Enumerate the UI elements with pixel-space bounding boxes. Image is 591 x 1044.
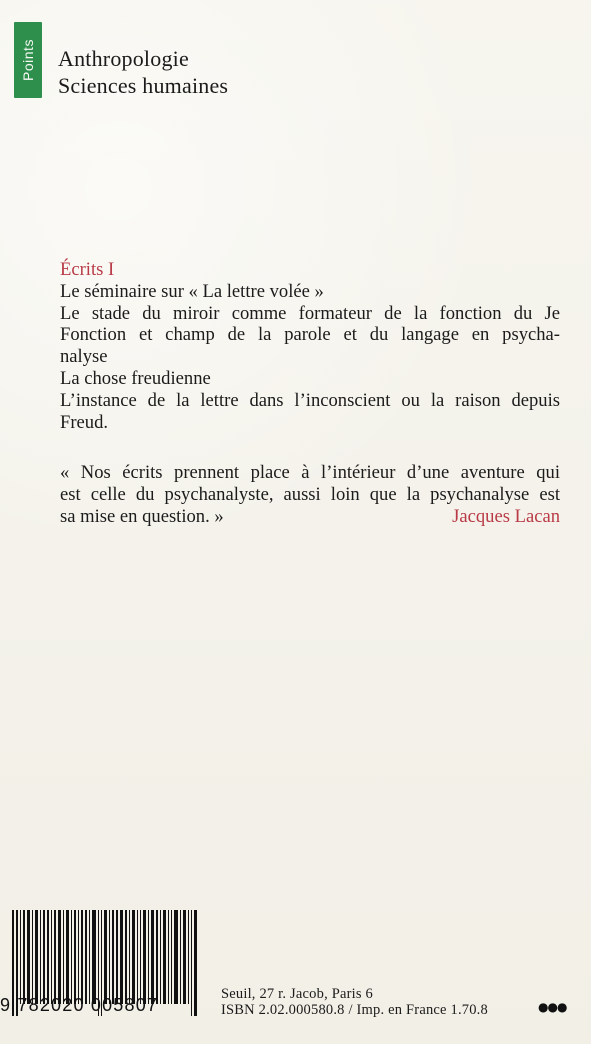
barcode-bar bbox=[120, 910, 123, 1004]
barcode-bar bbox=[54, 910, 55, 1004]
barcode-bar bbox=[168, 910, 169, 1004]
barcode-bar bbox=[129, 910, 130, 1004]
barcode-bar bbox=[183, 910, 185, 1004]
book-title: Écrits I bbox=[60, 259, 115, 280]
barcode-bar bbox=[156, 910, 157, 1004]
publisher-address: Seuil, 27 r. Jacob, Paris 6 bbox=[221, 986, 374, 1002]
contents-line: L’instance de la lettre dans l’inconscient ou la raison depuis bbox=[60, 389, 560, 411]
barcode-bar bbox=[171, 910, 172, 1004]
series-tab bbox=[14, 22, 42, 98]
barcode-bar bbox=[71, 910, 72, 1004]
three-dots-mark: ●●● bbox=[538, 1000, 567, 1014]
barcode-bar bbox=[20, 910, 21, 1004]
contents-line: La chose freudienne bbox=[60, 367, 211, 389]
contents-line: nalyse bbox=[60, 346, 108, 368]
barcode-bar bbox=[109, 910, 110, 1004]
barcode-bar bbox=[174, 910, 177, 1004]
barcode-bar bbox=[47, 910, 49, 1004]
barcode-bar bbox=[160, 910, 161, 1004]
collection-heading bbox=[58, 45, 228, 99]
barcode-bar bbox=[104, 910, 106, 1004]
contents-line: Fonction et champ de la parole et du langage en psycha- bbox=[60, 324, 560, 346]
barcode-bar bbox=[78, 910, 79, 1004]
barcode-bar bbox=[143, 910, 145, 1004]
barcode-bar bbox=[92, 910, 95, 1004]
barcode-bar bbox=[51, 910, 52, 1004]
isbn-printing-info: ISBN 2.02.000580.8 / Imp. en France 1.70.8 bbox=[221, 1002, 488, 1018]
lacan-quote bbox=[60, 462, 560, 528]
barcode-bar bbox=[27, 910, 30, 1004]
barcode-bar bbox=[125, 910, 126, 1004]
barcode-bars bbox=[12, 910, 202, 1006]
barcode-bar bbox=[112, 910, 113, 1004]
collection-line-anthropology: Anthropologie bbox=[58, 46, 189, 71]
barcode-bar bbox=[132, 910, 134, 1004]
barcode-bar bbox=[116, 910, 118, 1004]
barcode-bar bbox=[32, 910, 33, 1004]
isbn-barcode bbox=[0, 910, 220, 1028]
barcode-bar bbox=[151, 910, 154, 1004]
barcode-bar bbox=[40, 910, 41, 1004]
barcode-bar bbox=[148, 910, 149, 1004]
contents-line: Freud. bbox=[60, 411, 109, 433]
barcode-bar bbox=[81, 910, 83, 1004]
barcode-bar bbox=[63, 910, 64, 1004]
quote-line: est celle du psychanalyste, aussi loin que la psychanalyse est bbox=[60, 484, 560, 505]
barcode-bar bbox=[137, 910, 138, 1004]
contents-line: Le stade du miroir comme formateur de la fonction du Je bbox=[60, 302, 560, 324]
series-tab-label: Points bbox=[20, 39, 37, 81]
barcode-bar bbox=[43, 910, 44, 1004]
barcode-bar bbox=[66, 910, 68, 1004]
barcode-bar bbox=[58, 910, 61, 1004]
publisher-imprint bbox=[221, 986, 521, 1018]
contents-line: Le séminaire sur « La lettre volée » bbox=[60, 280, 324, 302]
barcode-number: 9 782020 005807 bbox=[0, 995, 159, 1015]
barcode-bar bbox=[140, 910, 141, 1004]
barcode-bar bbox=[188, 910, 189, 1004]
barcode-bar bbox=[23, 910, 24, 1004]
barcode-bar bbox=[180, 910, 181, 1004]
barcode-bar bbox=[35, 910, 37, 1004]
barcode-bar bbox=[163, 910, 165, 1004]
book-contents bbox=[60, 259, 560, 433]
collection-line-human-sciences: Sciences humaines bbox=[58, 73, 229, 98]
quote-last-line bbox=[60, 506, 560, 528]
barcode-bar bbox=[85, 910, 86, 1004]
quote-line: « Nos écrits prennent place à l’intérieur d’une aventure qui bbox=[60, 462, 560, 483]
barcode-bar bbox=[74, 910, 75, 1004]
quote-author: Jacques Lacan bbox=[452, 506, 560, 527]
barcode-bar bbox=[89, 910, 90, 1004]
quote-line: sa mise en question. » bbox=[60, 506, 224, 527]
